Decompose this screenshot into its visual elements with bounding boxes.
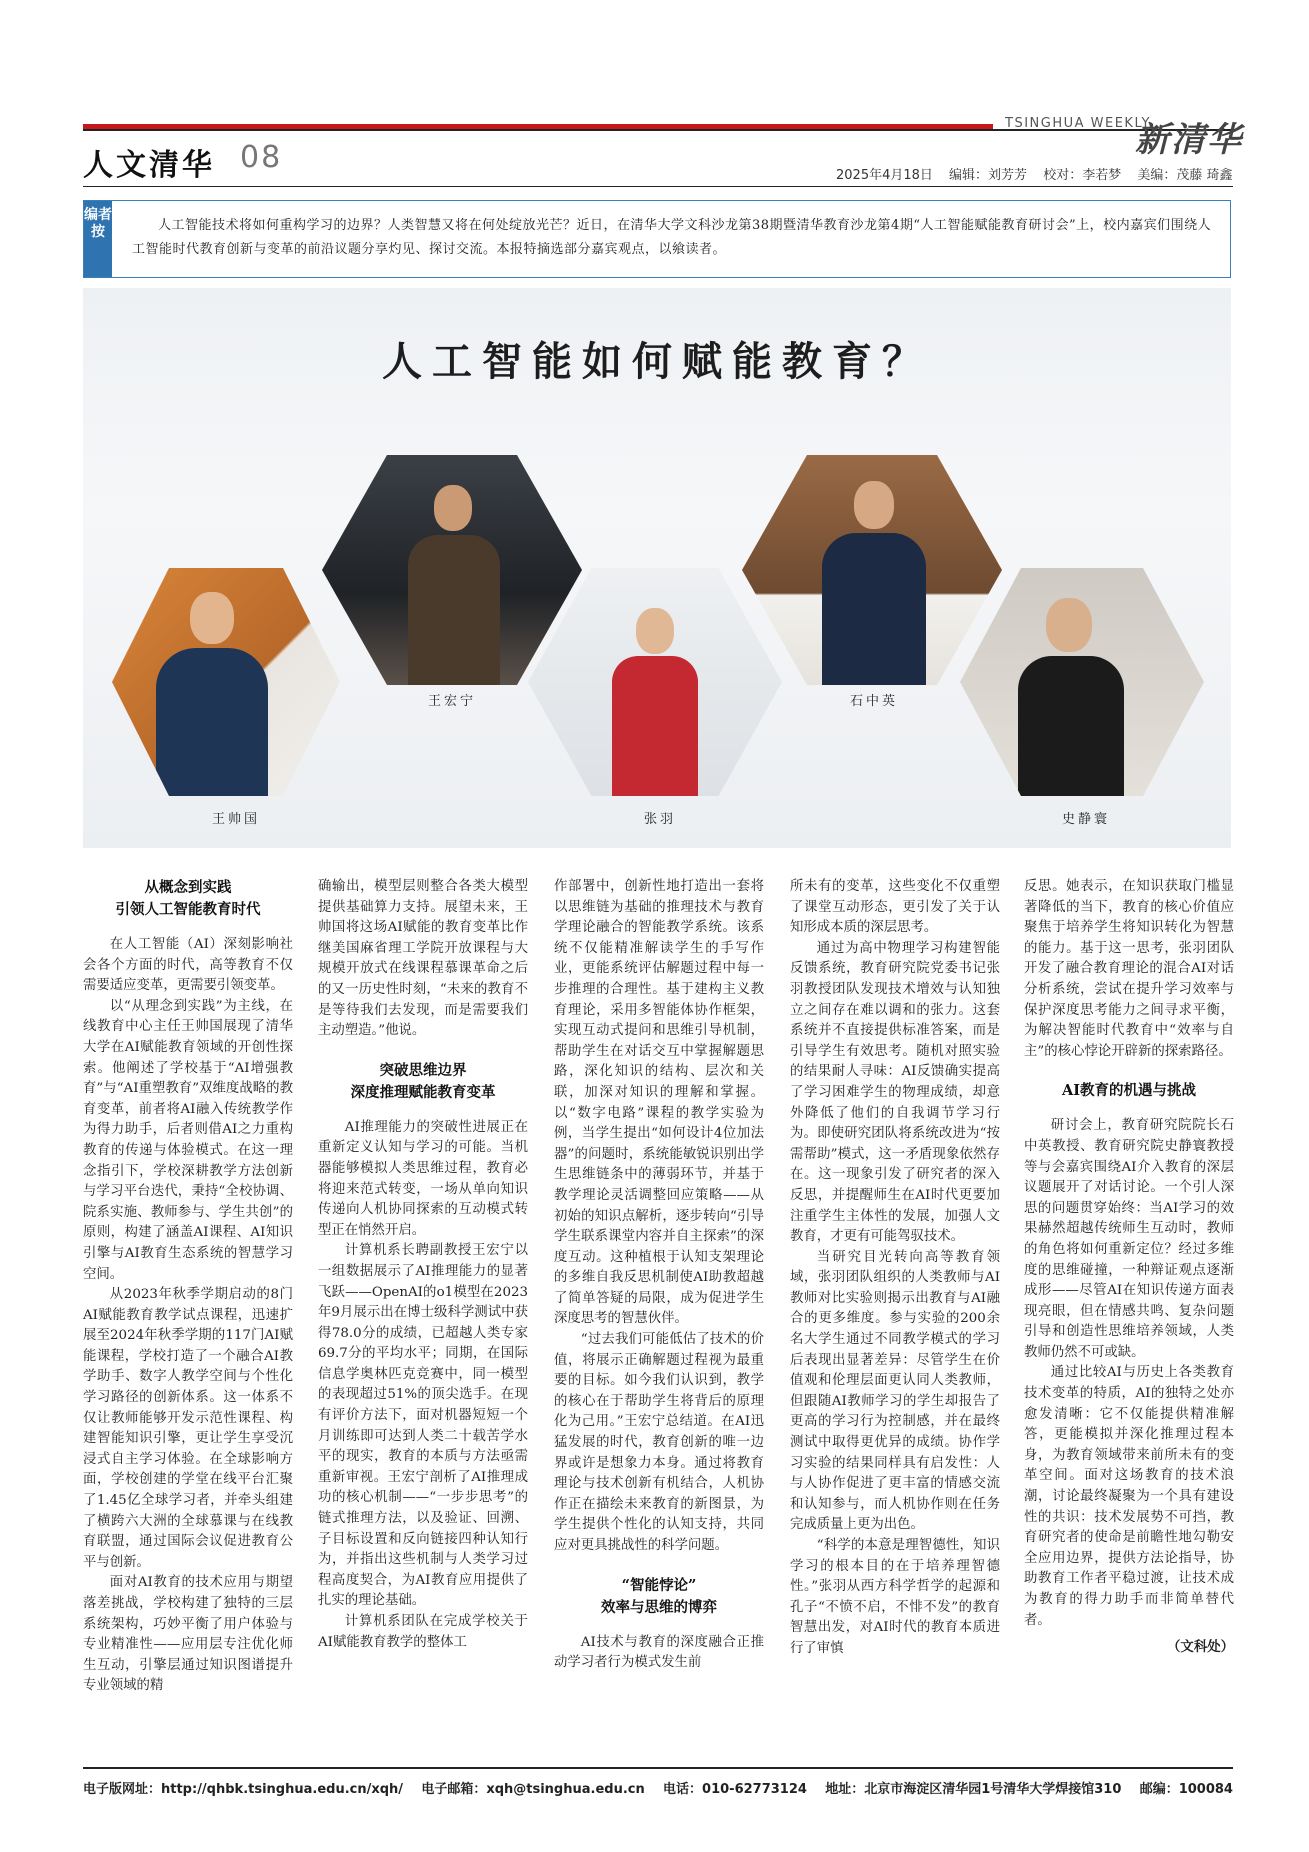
editor-note-tag: 编者按 — [84, 201, 112, 277]
section-title: 人文清华 — [83, 148, 215, 183]
heading-line: 效率与思维的博弈 — [601, 1598, 717, 1616]
proofreader-credit: 校对：李若梦 — [1043, 168, 1122, 183]
article-column-2 — [318, 877, 528, 1653]
paragraph: 作部署中，创新性地打造出一套将以思维链为基础的推理技术与教育学理论融合的智能教学系统。该系统不仅能精准解读学生的手写作业，更能系统评估解题过程中每一步推理的合理性。基于建构主义教育理论，采用多智能体协作框架，实现互动式提问和思维引导机制，帮助学生在对话交互中掌握解题思路，深化知识的结构、层次和关联，加深对知识的理解和掌握。以“数字电路”课程的教学实验为例，当学生提出“如何设计4位加法器”的问题时，系统能敏锐识别出学生思维链条中的薄弱环节，并基于教学理论灵活调整回应策略——从初始的知识点解析，逐步转向“引导学生联系课堂内容并自主探索”的深度互动。这种植根于认知支架理论的多维自我反思机制使AI助教超越了简单答疑的局限，成为促进学生深度思考的智慧伙伴。 — [554, 879, 764, 1327]
paragraph: 研讨会上，教育研究院院长石中英教授、教育研究院史静寰教授等与会嘉宾围绕AI介入教育的深层议题展开了对话讨论。一个引人深思的问题贯穿始终：当AI学习的效果赫然超越传统师生互动时，教师的角色将如何重新定位？经过多维度的思维碰撞，一种辩证观点逐渐成形——尽管AI在知识传递方面表现亮眼，但在情感共鸣、复杂问题引导和创造性思维培养领域，人类教师仍然不可或缺。 — [1024, 1118, 1234, 1360]
paragraph: AI推理能力的突破性进展正在重新定义认知与学习的可能。当机器能够模拟人类思维过程，教育必将迎来范式转变，一场从单向知识传递向人机协同探索的互动模式转型正在悄然开启。 — [318, 1119, 528, 1238]
paragraph: 当研究目光转向高等教育领域，张羽团队组织的人类教师与AI教师对比实验则揭示出教育与AI融合的更多维度。参与实验的200余名大学生通过不同教学模式的学习后表现出显著差异：尽管学生在价值观和伦理层面更认同人类教师，但跟随AI教师学习的学生却报告了更高的学习行为控制感，并在最终测试中取得更优异的成绩。协作学习实验的结果同样具有启发性：人与人协作促进了更丰富的情感交流和认知参与，而人机协作则在任务完成质量上更为出色。 — [790, 1249, 1000, 1533]
heading-line: 深度推理赋能教育变革 — [350, 1083, 496, 1101]
person-head — [636, 608, 674, 654]
paragraph: 在人工智能（AI）深刻影响社会各个方面的时代，高等教育不仅需要适应变革，更需要引领变革。 — [83, 937, 293, 994]
photo-caption-shi-zhongying: 石中英 — [850, 694, 899, 709]
feature-title: 人工智能如何赋能教育？ — [382, 338, 932, 385]
page-number: 08 — [240, 140, 283, 175]
footer-website[interactable]: 电子版网址：http://qhbk.tsinghua.edu.cn/xqh/ — [83, 1782, 404, 1797]
person-head — [1046, 598, 1092, 652]
photo-caption-wang-shuaiguo: 王帅国 — [212, 812, 261, 827]
brand-english: TSINGHUA WEEKLY — [1005, 116, 1151, 131]
paragraph: 以“从理念到实践”为主线，在线教育中心主任王帅国展现了清华大学在AI赋能教育领域的开创性探索。他阐述了学校基于“AI增强教育”与“AI重塑教育”双维度战略的教育变革，前者将AI融入传统教学作为得力助手，后者则借AI之力重构教育的传递与体验模式。在这一理念指引下，学校深耕教学方法创新与学习平台迭代，秉持“全校协调、院系实施、教师参与、学生共创”的原则，构建了涵盖AI课程、AI知识引擎与AI教育生态系统的智慧学习空间。 — [83, 998, 293, 1282]
article-column-1 — [83, 877, 293, 1697]
paragraph: 从2023年秋季学期启动的8门AI赋能教育教学试点课程，迅速扩展至2024年秋季学期的117门AI赋能课程，学校打造了一个融合AI教学助手、数字人教学空间与个性化学习路径的创新体系。这一体系不仅让教师能够开发示范性课程、构建智能知识引擎，更让学生享受沉浸式自主学习体验。在全球影响方面，学校创建的学堂在线平台汇聚了1.45亿全球学习者，并牵头组建了横跨六大洲的全球慕课与在线教育联盟，通过国际会议促进教育公平与创新。 — [83, 1287, 293, 1570]
heading-line: 从概念到实践 — [144, 879, 232, 896]
footer-postcode: 邮编：100084 — [1139, 1782, 1233, 1797]
footer-address: 地址：北京市海淀区清华园1号清华大学焊接馆310 — [825, 1782, 1122, 1797]
paragraph: “过去我们可能低估了技术的价值，将展示正确解题过程视为最重要的目标。如今我们认识到，教学的核心在于帮助学生将背后的原理化为己用。”王宏宁总结道。在AI迅猛发展的时代，教育创新的唯一边界或许是想象力本身。通过将教育理论与技术创新有机结合，人机协作正在描绘未来教育的新图景，为学生提供个性化的认知支持，共同应对更具挑战性的科学问题。 — [554, 1332, 764, 1553]
heading-line: 引领人工智能教育时代 — [115, 901, 261, 918]
paragraph: 计算机系长聘副教授王宏宁以一组数据展示了AI推理能力的显著飞跃——OpenAI的o1模型在2023年9月展示出在博士级科学测试中获得78.0分的成绩，已超越人类专家69.7分的平均水平；同期，在国际信息学奥林匹克竞赛中，同一模型的表现超过51%的顶尖选手。在现有评价方法下，面对机器短短一个月训练即可达到人类二十载苦学水平的现实，教育的本质与方法亟需重新审视。王宏宁剖析了AI推理成功的核心机制——“一步步思考”的链式推理方法，以及验证、回溯、子目标设置和反向链接四种认知行为，并指出这些机制与人类学习过程高度契合，为AI教育应用提供了扎实的理论基础。 — [318, 1243, 528, 1609]
editor-credit: 编辑：刘芳芳 — [949, 168, 1028, 183]
paragraph: 确输出，模型层则整合各类大模型提供基础算力支持。展望未来，王帅国将这场AI赋能的教育变革比作继美国麻省理工学院开放课程与大规模开放式在线课程慕课革命之后的又一历史性时刻，“未来的教育不是等待我们去发现，而是需要我们主动塑造。”他说。 — [318, 879, 528, 1039]
heading-opportunities-challenges: AI教育的机遇与挑战 — [1061, 1082, 1197, 1100]
paragraph: 通过为高中物理学习构建智能反馈系统，教育研究院党委书记张羽教授团队发现技术增效与认知独立之间存在难以调和的张力。这套系统并不直接提供标准答案，而是引导学生有效思考。随机对照实验的结果耐人寻味：AI反馈确实提高了学习困难学生的物理成绩，却意外降低了他们的自我调节学习行为。即使研究团队将系统改进为“按需帮助”模式，这一矛盾现象依然存在。这一现象引发了研究者的深入反思，并提醒师生在AI时代更要加注重学生主体性的发展，加强人文教育，才更有可能驾驭技术。 — [790, 940, 1000, 1245]
article-column-5 — [1024, 877, 1234, 1658]
heading-concept-to-practice — [83, 877, 293, 921]
footer-rule — [83, 1767, 1233, 1769]
masthead-bottom-rule — [83, 186, 1233, 187]
photo-caption-zhang-yu: 张羽 — [644, 812, 677, 827]
article-author: （文科处） — [1167, 1639, 1234, 1656]
person-head — [434, 485, 472, 531]
heading-breaking-boundaries — [318, 1060, 528, 1104]
heading-intelligence-paradox — [554, 1575, 764, 1619]
heading-line: 突破思维边界 — [379, 1061, 467, 1079]
person-body — [612, 656, 698, 796]
paragraph: 面对AI教育的技术应用与期望落差挑战，学校构建了独特的三层系统架构，巧妙平衡了用户体验与专业精准性——应用层专注优化师生互动，引擎层通过知识图谱提升专业领域的精 — [83, 1575, 293, 1694]
paragraph: “科学的本意是理智德性，知识学习的根本目的在于培养理智德性。”张羽从西方科学哲学的起源和孔子“不愤不启，不悱不发”的教育智慧出发，对AI时代的教育本质进行了审慎 — [790, 1538, 1000, 1656]
footer — [83, 1778, 1233, 1797]
person-body — [1018, 656, 1124, 796]
footer-phone: 电话：010-62773124 — [663, 1782, 807, 1797]
brand-logo-chinese: 新清华 — [1135, 120, 1243, 160]
person-head — [190, 592, 234, 644]
paragraph: 反思。她表示，在知识获取门槛显著降低的当下，教育的核心价值应聚焦于培养学生将知识转化为智慧的能力。基于这一思考，张羽团队开发了融合教育理论的混合AI对话分析系统，尝试在提升学习效率与保护深度思考能力之间寻求平衡，为解决智能时代教育中“效率与自主”的核心悖论开辟新的探索路径。 — [1024, 879, 1234, 1059]
article-column-3 — [554, 877, 764, 1674]
editor-note-text: 人工智能技术将如何重构学习的边界？人类智慧又将在何处绽放光芒？近日，在清华大学文科沙龙第38期暨清华教育沙龙第4期“人工智能赋能教育研讨会”上，校内嘉宾们围绕人工智能时代教育创新与变革的前沿议题分享灼见、探讨交流。本报特摘选部分嘉宾观点，以飨读者。 — [132, 218, 1212, 257]
issue-date: 2025年4月18日 — [836, 168, 933, 183]
photo-caption-wang-hongning: 王宏宁 — [428, 694, 477, 709]
person-body — [408, 535, 500, 685]
footer-email[interactable]: 电子邮箱：xqh@tsinghua.edu.cn — [421, 1782, 645, 1797]
heading-line: “智能悖论” — [621, 1576, 697, 1594]
art-editor-credit: 美编：茂藤 琦鑫 — [1137, 168, 1233, 183]
issue-meta — [836, 164, 1245, 183]
person-body — [156, 648, 268, 798]
paragraph: AI技术与教育的深度融合正推动学习者行为模式发生前 — [554, 1634, 764, 1671]
paragraph: 所未有的变革，这些变化不仅重塑了课堂互动形态，更引发了关于认知形成本质的深层思考。 — [790, 879, 1000, 936]
paragraph: 通过比较AI与历史上各类教育技术变革的特质，AI的独特之处亦愈发清晰：它不仅能提供精准解答，更能模拟并深化推理过程本身，为教育领域带来前所未有的变革空间。面对这场教育的技术浪潮，讨论最终凝聚为一个具有建设性的共识：技术发展势不可挡，教育研究者的使命是前瞻性地勾勒安全应用边界，提供方法论指导，协助教育工作者平稳过渡，让技术成为教育的得力助手而非简单替代者。 — [1024, 1365, 1234, 1628]
paragraph: 计算机系团队在完成学校关于AI赋能教育教学的整体工 — [318, 1614, 528, 1650]
article-column-4 — [790, 877, 1000, 1660]
photo-caption-shi-jinghuan: 史静寰 — [1062, 812, 1111, 827]
person-body — [822, 533, 926, 685]
person-head — [854, 481, 894, 529]
